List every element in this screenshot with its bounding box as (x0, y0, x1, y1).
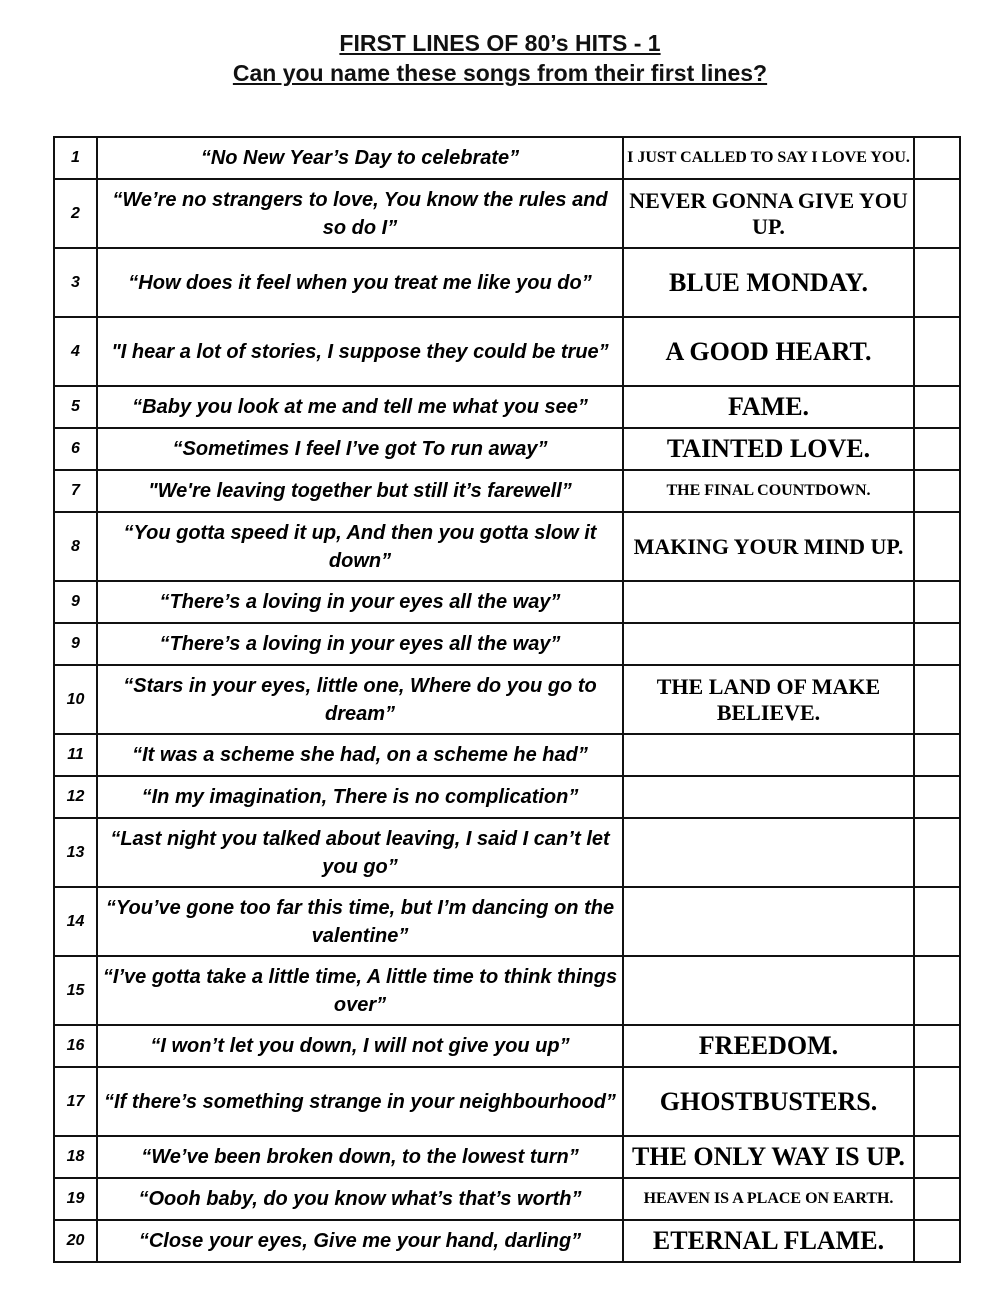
answer-cell[interactable]: TAINTED LOVE. (623, 428, 914, 470)
first-line: “Close your eyes, Give me your hand, darling” (97, 1220, 623, 1262)
row-number: 6 (54, 428, 97, 470)
worksheet-title: FIRST LINES OF 80’s HITS - 1 (339, 30, 661, 56)
blank-cell[interactable] (914, 818, 960, 887)
answer-cell[interactable]: I JUST CALLED TO SAY I LOVE YOU. (623, 137, 914, 179)
quiz-table (53, 136, 961, 1263)
blank-cell[interactable] (914, 1136, 960, 1178)
table-row (54, 776, 960, 818)
answer-cell[interactable]: THE FINAL COUNTDOWN. (623, 470, 914, 512)
table-row (54, 818, 960, 887)
first-line: “If there’s something strange in your neighbourhood” (97, 1067, 623, 1136)
row-number: 8 (54, 512, 97, 581)
table-row (54, 956, 960, 1025)
answer-cell[interactable]: MAKING YOUR MIND UP. (623, 512, 914, 581)
answer-cell[interactable]: ETERNAL FLAME. (623, 1220, 914, 1262)
blank-cell[interactable] (914, 428, 960, 470)
answer-cell[interactable] (623, 956, 914, 1025)
row-number: 19 (54, 1178, 97, 1220)
blank-cell[interactable] (914, 179, 960, 248)
first-line: “Baby you look at me and tell me what you see” (97, 386, 623, 428)
first-line: “There’s a loving in your eyes all the way” (97, 623, 623, 665)
answer-cell[interactable] (623, 776, 914, 818)
first-line: “We’re no strangers to love, You know the rules and so do I” (97, 179, 623, 248)
blank-cell[interactable] (914, 623, 960, 665)
table-row (54, 1067, 960, 1136)
answer-cell[interactable] (623, 734, 914, 776)
first-line: “Sometimes I feel I’ve got To run away” (97, 428, 623, 470)
blank-cell[interactable] (914, 512, 960, 581)
blank-cell[interactable] (914, 470, 960, 512)
first-line: “You gotta speed it up, And then you gotta slow it down” (97, 512, 623, 581)
first-line: “No New Year’s Day to celebrate” (97, 137, 623, 179)
answer-cell[interactable]: GHOSTBUSTERS. (623, 1067, 914, 1136)
row-number: 10 (54, 665, 97, 734)
worksheet-subtitle: Can you name these songs from their first lines? (232, 60, 768, 86)
row-number: 1 (54, 137, 97, 179)
row-number: 18 (54, 1136, 97, 1178)
row-number: 16 (54, 1025, 97, 1067)
row-number: 2 (54, 179, 97, 248)
answer-cell[interactable]: BLUE MONDAY. (623, 248, 914, 317)
row-number: 11 (54, 734, 97, 776)
table-row (54, 1025, 960, 1067)
first-line: “I won’t let you down, I will not give you up” (97, 1025, 623, 1067)
table-row (54, 512, 960, 581)
answer-cell[interactable] (623, 887, 914, 956)
table-row (54, 581, 960, 623)
answer-cell[interactable]: THE ONLY WAY IS UP. (623, 1136, 914, 1178)
first-line: “In my imagination, There is no complication” (97, 776, 623, 818)
blank-cell[interactable] (914, 956, 960, 1025)
answer-cell[interactable]: NEVER GONNA GIVE YOU UP. (623, 179, 914, 248)
table-row (54, 734, 960, 776)
row-number: 20 (54, 1220, 97, 1262)
answer-cell[interactable] (623, 623, 914, 665)
row-number: 12 (54, 776, 97, 818)
row-number: 15 (54, 956, 97, 1025)
first-line: “Oooh baby, do you know what’s that’s worth” (97, 1178, 623, 1220)
row-number: 17 (54, 1067, 97, 1136)
table-row (54, 1136, 960, 1178)
blank-cell[interactable] (914, 1025, 960, 1067)
row-number: 3 (54, 248, 97, 317)
table-row (54, 1178, 960, 1220)
blank-cell[interactable] (914, 137, 960, 179)
table-row (54, 137, 960, 179)
blank-cell[interactable] (914, 248, 960, 317)
blank-cell[interactable] (914, 386, 960, 428)
first-line: “There’s a loving in your eyes all the way” (97, 581, 623, 623)
first-line: “We’ve been broken down, to the lowest turn” (97, 1136, 623, 1178)
row-number: 9 (54, 623, 97, 665)
answer-cell[interactable] (623, 581, 914, 623)
first-line: "We're leaving together but still it’s farewell” (97, 470, 623, 512)
table-row (54, 386, 960, 428)
table-row (54, 470, 960, 512)
answer-cell[interactable]: THE LAND OF MAKE BELIEVE. (623, 665, 914, 734)
first-line: “How does it feel when you treat me like you do” (97, 248, 623, 317)
table-row (54, 623, 960, 665)
answer-cell[interactable] (623, 818, 914, 887)
answer-cell[interactable]: FREEDOM. (623, 1025, 914, 1067)
row-number: 5 (54, 386, 97, 428)
table-row (54, 248, 960, 317)
table-row (54, 887, 960, 956)
table-row (54, 428, 960, 470)
answer-cell[interactable]: A GOOD HEART. (623, 317, 914, 386)
blank-cell[interactable] (914, 1178, 960, 1220)
first-line: “I’ve gotta take a little time, A little time to think things over” (97, 956, 623, 1025)
blank-cell[interactable] (914, 734, 960, 776)
blank-cell[interactable] (914, 1220, 960, 1262)
row-number: 4 (54, 317, 97, 386)
row-number: 13 (54, 818, 97, 887)
answer-cell[interactable]: HEAVEN IS A PLACE ON EARTH. (623, 1178, 914, 1220)
row-number: 14 (54, 887, 97, 956)
table-row (54, 665, 960, 734)
blank-cell[interactable] (914, 776, 960, 818)
table-row (54, 179, 960, 248)
first-line: “Stars in your eyes, little one, Where do you go to dream” (97, 665, 623, 734)
blank-cell[interactable] (914, 581, 960, 623)
blank-cell[interactable] (914, 887, 960, 956)
table-row (54, 317, 960, 386)
first-line: "I hear a lot of stories, I suppose they could be true” (97, 317, 623, 386)
blank-cell[interactable] (914, 317, 960, 386)
first-line: “Last night you talked about leaving, I said I can’t let you go” (97, 818, 623, 887)
row-number: 7 (54, 470, 97, 512)
blank-cell[interactable] (914, 1067, 960, 1136)
table-row (54, 1220, 960, 1262)
answer-cell[interactable]: FAME. (623, 386, 914, 428)
blank-cell[interactable] (914, 665, 960, 734)
first-line: “It was a scheme she had, on a scheme he had” (97, 734, 623, 776)
row-number: 9 (54, 581, 97, 623)
first-line: “You’ve gone too far this time, but I’m dancing on the valentine” (97, 887, 623, 956)
